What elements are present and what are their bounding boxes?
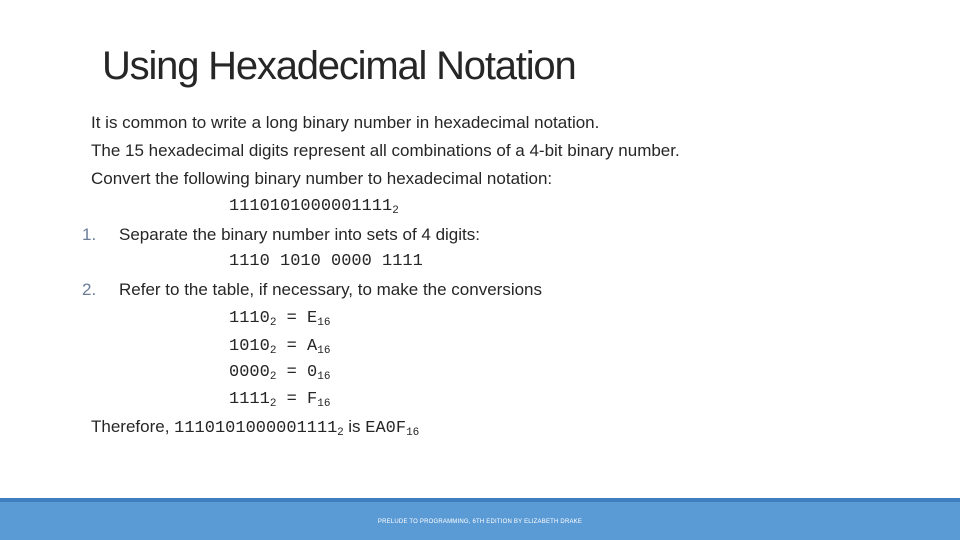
intro-line-1: It is common to write a long binary number in hexadecimal notation.	[91, 113, 600, 132]
base-2-subscript: 2	[269, 398, 277, 410]
binary-groups: 1110 1010 0000 1111	[229, 252, 423, 271]
conversion-binary: 1110	[229, 309, 270, 328]
binary-number	[229, 196, 399, 218]
conclusion-middle: is	[343, 417, 366, 436]
base-16-subscript: 16	[317, 345, 331, 357]
equals-sign: =	[286, 337, 297, 356]
footer-divider	[0, 498, 960, 502]
base-2-subscript: 2	[269, 371, 277, 383]
binary-number-value: 1110101000001111	[229, 197, 393, 216]
intro-line-3: Convert the following binary number to hexadecimal notation:	[91, 169, 553, 188]
step-2-number: 2.	[82, 280, 97, 299]
conversion-hex: F	[307, 390, 318, 409]
step-2	[0, 279, 960, 301]
conversion-hex: E	[307, 309, 318, 328]
base-16-subscript: 16	[317, 371, 331, 383]
step-2-text: Refer to the table, if necessary, to make the conversions	[119, 280, 543, 299]
base-2-subscript: 2	[337, 426, 344, 438]
base-2-subscript: 2	[269, 345, 277, 357]
step-1	[0, 224, 960, 246]
base-16-subscript: 16	[317, 398, 331, 410]
base-2-subscript: 2	[392, 205, 399, 217]
conversion-binary: 1111	[229, 390, 270, 409]
conversion-binary: 1010	[229, 337, 270, 356]
conversion-hex: 0	[307, 363, 318, 382]
conclusion	[91, 416, 419, 440]
conversion-binary: 0000	[229, 363, 270, 382]
step-1-number: 1.	[82, 225, 97, 244]
conversion-row-3	[229, 362, 330, 384]
base-2-subscript: 2	[269, 317, 277, 329]
equals-sign: =	[286, 390, 297, 409]
conversion-hex: A	[307, 337, 318, 356]
step-1-text: Separate the binary number into sets of 4 digits:	[119, 225, 480, 244]
conclusion-binary: 1110101000001111	[174, 419, 338, 438]
footer-caption: PRELUDE TO PROGRAMMING, 6TH EDITION BY ELIZABETH DRAKE	[377, 519, 583, 525]
base-16-subscript: 16	[406, 427, 420, 439]
equals-sign: =	[286, 363, 297, 382]
conversion-row-4	[229, 389, 330, 411]
base-16-subscript: 16	[317, 317, 331, 329]
conclusion-hex: EA0F	[365, 419, 407, 438]
conversion-row-2	[229, 336, 330, 358]
conversion-row-1	[229, 308, 330, 330]
intro-line-2: The 15 hexadecimal digits represent all combinations of a 4-bit binary number.	[91, 141, 680, 160]
equals-sign: =	[286, 309, 297, 328]
conclusion-prefix: Therefore,	[91, 417, 175, 436]
slide-title: Using Hexadecimal Notation	[102, 44, 576, 88]
